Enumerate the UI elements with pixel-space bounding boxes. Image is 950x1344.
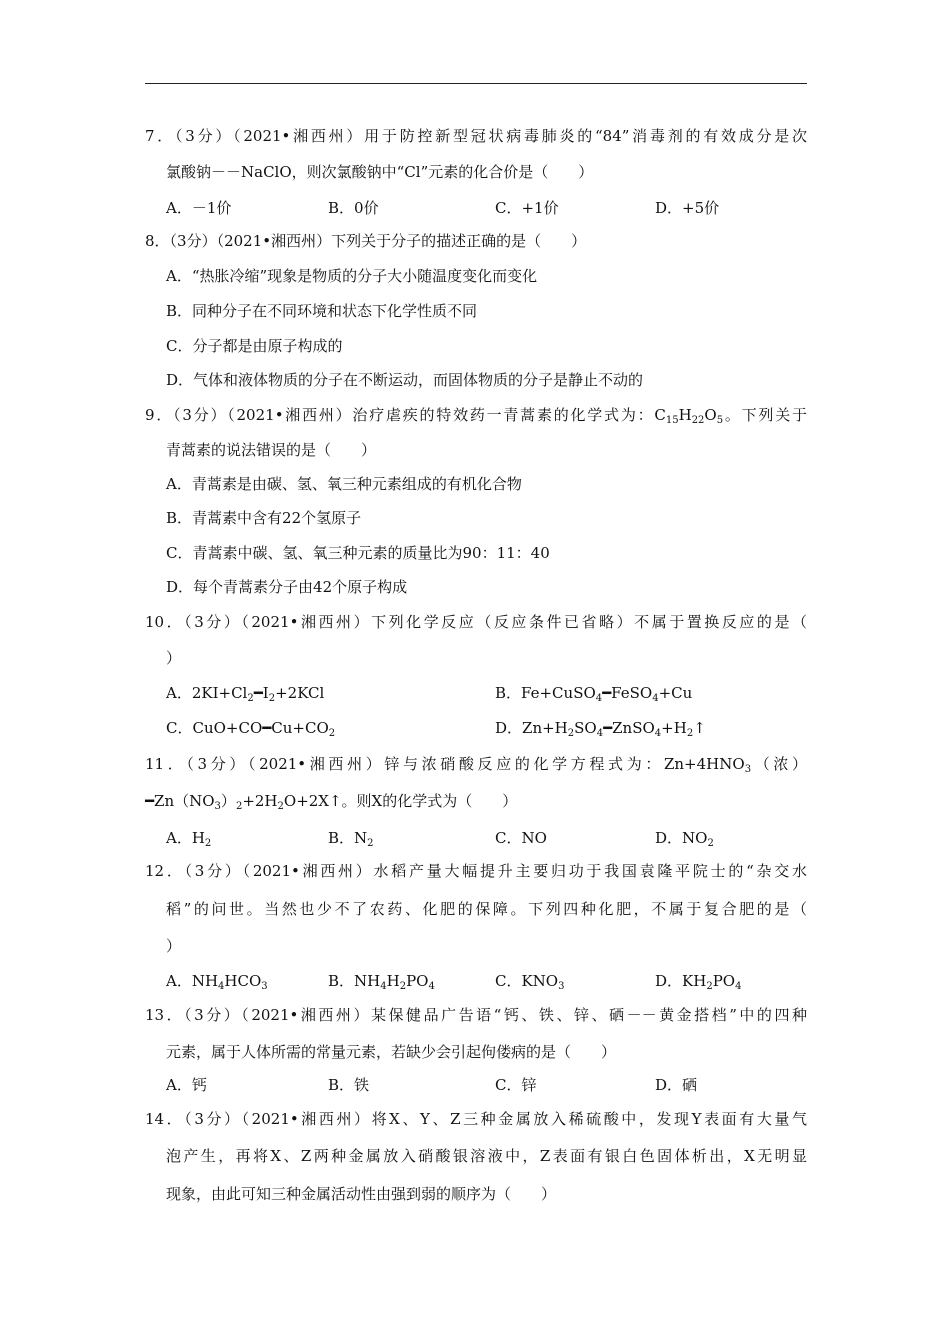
q12-option-c[interactable] xyxy=(495,971,564,991)
q10-c-t1: C．CuO+CO━Cu+CO xyxy=(166,719,329,737)
q14-stem-line3: 现象，由此可知三种金属活动性由强到弱的顺序为（ ） xyxy=(166,1185,557,1203)
q12-a-s1: 4 xyxy=(218,981,225,992)
q10-d-s4: 2 xyxy=(686,728,694,739)
q10-b-t1: B．Fe+CuSO xyxy=(495,684,596,702)
q12-b-t3: PO xyxy=(406,972,429,990)
q12-d-t1: D．KH xyxy=(655,972,707,990)
q12-stem-line3: ） xyxy=(166,937,182,955)
q12-stem-line2: 稻”的问世。当然也少不了农药、化肥的保障。下列四种化肥，不属于复合肥的是（ xyxy=(166,900,807,918)
q8-option-a[interactable]: A．“热胀冷缩”现象是物质的分子大小随温度变化而变化 xyxy=(166,267,538,285)
q10-option-a[interactable] xyxy=(166,683,324,703)
q12-b-t2: H xyxy=(386,972,400,990)
q13-stem-line2: 元素，属于人体所需的常量元素，若缺少会引起佝偻病的是（ ） xyxy=(166,1043,617,1061)
q10-d-t4: +H xyxy=(661,719,687,737)
q11-option-b[interactable] xyxy=(328,828,374,848)
q12-d-s1: 2 xyxy=(706,981,713,992)
q10-stem-line1: 10．（3分）（2021•湘西州）下列化学反应（反应条件已省略）不属于置换反应的是（ xyxy=(145,613,807,631)
q11-stem-line2 xyxy=(145,791,517,811)
q11-l2a: ━Zn（NO xyxy=(145,792,215,810)
q11-d-t: D．NO xyxy=(655,829,708,847)
q11-l2s3: 2 xyxy=(277,801,284,812)
q11-a-t: A．H xyxy=(166,829,205,847)
q12-a-t2: HCO xyxy=(224,972,262,990)
q10-a-s2: 2 xyxy=(268,693,276,704)
q7-stem-line1: 7．（3分）（2021•湘西州）用于防控新型冠状病毒肺炎的“84”消毒剂的有效成分是次 xyxy=(145,127,807,145)
q9-h: H xyxy=(678,406,692,424)
q12-option-a[interactable] xyxy=(166,971,268,991)
q11-d-s: 2 xyxy=(707,838,714,849)
q12-stem-line1: 12．（3分）（2021•湘西州）水稻产量大幅提升主要归功于我国袁隆平院士的“杂交水 xyxy=(145,862,807,880)
q10-stem-line2: ） xyxy=(166,649,182,667)
q10-option-b[interactable] xyxy=(495,683,692,703)
q10-d-t1: D．Zn+H xyxy=(495,719,568,737)
q12-c-s1: 3 xyxy=(558,981,565,992)
q12-option-d[interactable] xyxy=(655,971,741,991)
q12-b-s2: 2 xyxy=(399,981,407,992)
q10-d-t5: ↑ xyxy=(693,719,706,737)
q13-option-a[interactable]: A．钙 xyxy=(166,1076,207,1094)
header-rule xyxy=(145,83,807,84)
q11-l2d: O+2X↑。则X的化学式为（ ） xyxy=(283,792,518,810)
q8-stem: 8．（3分）（2021•湘西州）下列关于分子的描述正确的是（ ） xyxy=(145,232,587,250)
q11-option-a[interactable] xyxy=(166,828,211,848)
q12-b-s1: 4 xyxy=(380,981,387,992)
q11-stem-line1 xyxy=(145,754,807,774)
q10-b-s1: 4 xyxy=(595,693,603,704)
q10-a-t3: +2KCl xyxy=(275,684,325,702)
q12-a-t1: A．NH xyxy=(166,972,219,990)
q10-option-c[interactable] xyxy=(166,718,335,738)
q11-b-s: 2 xyxy=(367,838,374,849)
q10-a-s1: 2 xyxy=(247,693,254,704)
q8-option-b[interactable]: B．同种分子在不同环境和状态下化学性质不同 xyxy=(166,302,478,320)
q11-a-s: 2 xyxy=(204,838,212,849)
q11-l2s2: 2 xyxy=(235,801,243,812)
q11-l2s1: 3 xyxy=(214,801,221,812)
q10-a-t2: ━I xyxy=(253,684,269,702)
q12-b-t1: B．NH xyxy=(328,972,381,990)
q7-option-c[interactable]: C．+1价 xyxy=(495,199,559,217)
q9-stem-tail: 。下列关于 xyxy=(723,406,807,424)
q12-d-s2: 4 xyxy=(735,981,742,992)
q13-option-c[interactable]: C．锌 xyxy=(495,1076,537,1094)
q9-stem-line2: 青蒿素的说法错误的是（ ） xyxy=(166,441,377,459)
q13-option-b[interactable]: B．铁 xyxy=(328,1076,370,1094)
q7-stem-line2: 氯酸钠－－NaClO，则次氯酸钠中“Cl”元素的化合价是（ ） xyxy=(166,163,594,181)
q14-stem-line1: 14．（3分）（2021•湘西州）将X、Y、Z三种金属放入稀硫酸中，发现Y表面有大量气 xyxy=(145,1110,807,1128)
q10-b-t3: +Cu xyxy=(658,684,693,702)
q10-b-t2: ━FeSO xyxy=(602,684,653,702)
q11-b-t: B．N xyxy=(328,829,368,847)
q9-option-b[interactable]: B．青蒿素中含有22个氢原子 xyxy=(166,509,362,527)
q11-option-d[interactable] xyxy=(655,828,714,848)
q12-d-t2: PO xyxy=(712,972,736,990)
q11-c-t: C．NO xyxy=(495,829,547,847)
q8-option-d[interactable]: D．气体和液体物质的分子在不断运动，而固体物质的分子是静止不动的 xyxy=(166,371,644,389)
q10-d-s3: 4 xyxy=(654,728,662,739)
q11-l2b: ） xyxy=(220,792,236,810)
q7-option-b[interactable]: B．0价 xyxy=(328,199,379,217)
q9-option-c[interactable]: C．青蒿素中碳、氢、氧三种元素的质量比为90：11：40 xyxy=(166,544,550,562)
q9-sub-h: 22 xyxy=(691,415,705,426)
q9-option-a[interactable]: A．青蒿素是由碳、氢、氧三种元素组成的有机化合物 xyxy=(166,475,522,493)
q10-d-s1: 2 xyxy=(567,728,575,739)
q9-sub-o: 5 xyxy=(716,415,724,426)
q10-d-s2: 4 xyxy=(596,728,604,739)
q10-d-t2: SO xyxy=(574,719,597,737)
q9-option-d[interactable]: D．每个青蒿素分子由42个原子构成 xyxy=(166,578,408,596)
q12-option-b[interactable] xyxy=(328,971,435,991)
q10-option-d[interactable] xyxy=(495,718,706,738)
q9-sub-c: 15 xyxy=(665,415,679,426)
q10-d-t3: ━ZnSO xyxy=(603,719,655,737)
q7-option-d[interactable]: D．+5价 xyxy=(655,199,720,217)
q10-b-s2: 4 xyxy=(652,693,659,704)
q11-l2c: +2H xyxy=(242,792,278,810)
q13-option-d[interactable]: D．硒 xyxy=(655,1076,698,1094)
q9-stem-text: 9．（3分）（2021•湘西州）治疗虐疾的特效药一青蒿素的化学式为：C xyxy=(145,406,666,424)
q12-b-s3: 4 xyxy=(428,981,435,992)
q7-option-a[interactable]: A．－1价 xyxy=(166,199,232,217)
q9-o: O xyxy=(704,406,717,424)
q8-option-c[interactable]: C．分子都是由原子构成的 xyxy=(166,337,343,355)
q12-a-s2: 3 xyxy=(261,981,268,992)
q9-stem-line1 xyxy=(145,405,807,425)
q10-c-s1: 2 xyxy=(328,728,336,739)
q11-l1s: 3 xyxy=(744,764,752,775)
q10-a-t1: A．2KI+Cl xyxy=(166,684,248,702)
q11-option-c[interactable] xyxy=(495,828,547,848)
q13-stem-line1: 13．（3分）（2021•湘西州）某保健品广告语“钙、铁、锌、硒－－黄金搭档”中的四种 xyxy=(145,1006,807,1024)
q11-l1b: （浓） xyxy=(751,755,807,773)
q14-stem-line2: 泡产生，再将X、Z两种金属放入硝酸银溶液中，Z表面有银白色固体析出，X无明显 xyxy=(166,1147,807,1165)
q12-c-t1: C．KNO xyxy=(495,972,559,990)
q11-l1a: 11．（3分）（2021•湘西州）锌与浓硝酸反应的化学方程式为：Zn+4HNO xyxy=(145,755,745,773)
